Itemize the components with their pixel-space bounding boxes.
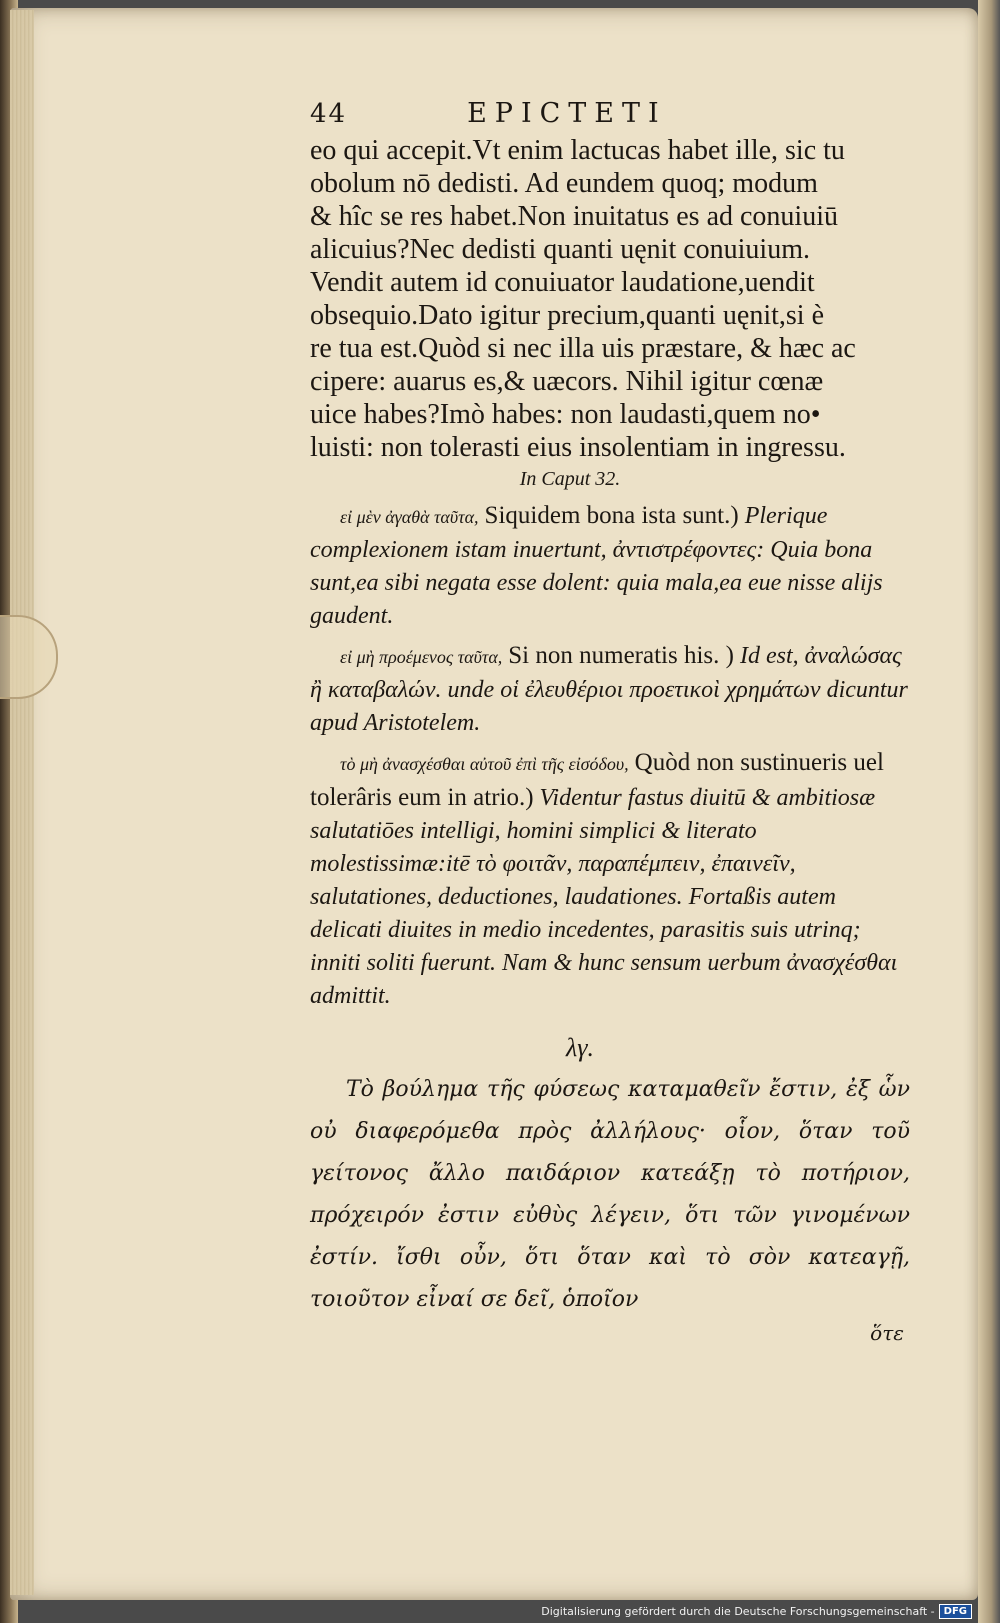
text-line: obolum nō dedisti. Ad eundem quoq; modum	[310, 168, 818, 199]
chapter-number: λγ.	[565, 1033, 594, 1062]
text-line: eo qui accepit.Vt enim lactucas habet ille, sic tu	[310, 135, 845, 166]
fore-edge	[978, 0, 1000, 1623]
page-header	[310, 98, 910, 134]
text-line: Vendit autem id conuiuator laudatione,uendit	[310, 267, 815, 298]
running-title: EPICTETI	[467, 98, 667, 129]
commentary-note	[310, 639, 910, 740]
note-gloss: Id est, ἀναλώσας ἢ καταβαλών. unde οἱ ἐλευθέριοι προετικοὶ χρημάτων dicuntur apud Aristotelem.	[310, 643, 908, 736]
text-line: obsequio.Dato igitur precium,quanti uęnit,si è	[310, 300, 825, 331]
commentary-heading: In Caput 32.	[519, 468, 621, 490]
text-line: re tua est.Quòd si nec illa uis præstare, & hæc ac	[310, 333, 856, 364]
text-line: & hîc se res habet.Non inuitatus es ad conuiuiū	[310, 201, 838, 232]
note-latin-lemma: Si non numeratis his. )	[508, 642, 734, 669]
page-edges	[10, 10, 34, 1595]
note-gloss: Videntur fastus diuitū & ambitiosæ salutatiōes intelligi, homini simplici & literato molestissimæ:itē τὸ φοιτᾶν, παραπέμπειν, ἐπαινεῖν, salutationes, deductiones, laudationes. Fortaßis autem delicati diuites in medio incedentes, parasitis suis utrinq; inniti soliti fuerunt. Nam & hunc sensum uerbum ἀνασχέσθαι admittit.	[310, 785, 898, 1009]
note-greek-lemma: εἰ μὲν ἀγαθὰ ταῦτα,	[340, 507, 479, 527]
commentary-note	[310, 499, 910, 633]
text-line: cipere: auarus es,& uæcors. Nihil igitur cœnæ	[310, 366, 824, 397]
note-latin-lemma: Quòd non sustinueris uel tolerâris eum in atrio.)	[310, 749, 884, 811]
funding-credit: Digitalisierung gefördert durch die Deutsche Forschungsgemeinschaft -	[541, 1605, 935, 1618]
main-text	[310, 134, 910, 464]
text-line: luisti: non tolerasti eius insolentiam in ingressu.	[310, 432, 846, 463]
page-text	[310, 98, 910, 1345]
text-line: uice habes?Imò habes: non laudasti,quem no•	[310, 399, 821, 430]
note-gloss: Plerique complexionem istam inuertunt, ἀντιστρέφοντες: Quia bona sunt,ea sibi negata esse dolent: quia mala,ea eue nisse alijs gaudent.	[310, 503, 883, 629]
digitization-footer	[541, 1604, 972, 1619]
greek-text-block: Τὸ βούλημα τῆς φύσεως καταμαθεῖν ἔστιν, ἐξ ὧν οὐ διαφερόμεθα πρὸς ἀλλήλους· οἷον, ὅταν τοῦ γείτονος ἄλλο παιδάριον κατεάξῃ τὸ ποτήριον, πρόχειρόν ἐστιν εὐθὺς λέγειν, ὅτι τῶν γινομένων ἐστίν. ἴσθι οὖν, ὅτι ὅταν καὶ τὸ σὸν κατεαγῇ, τοιοῦτον εἶναί σε δεῖ, ὁποῖον	[310, 1077, 910, 1312]
catchword: ὅτε	[870, 1321, 904, 1345]
dfg-logo: DFG	[939, 1604, 972, 1619]
commentary-note	[310, 746, 910, 1013]
text-line: alicuius?Nec dedisti quanti uęnit conuiuium.	[310, 234, 810, 265]
note-greek-lemma: τὸ μὴ ἀνασχέσθαι αὐτοῦ ἐπὶ τῆς εἰσόδου,	[340, 754, 629, 774]
folio-number: 44	[310, 99, 348, 129]
note-greek-lemma: εἰ μὴ προέμενος ταῦτα,	[340, 647, 503, 667]
note-latin-lemma: Siquidem bona ista sunt.)	[484, 502, 739, 529]
